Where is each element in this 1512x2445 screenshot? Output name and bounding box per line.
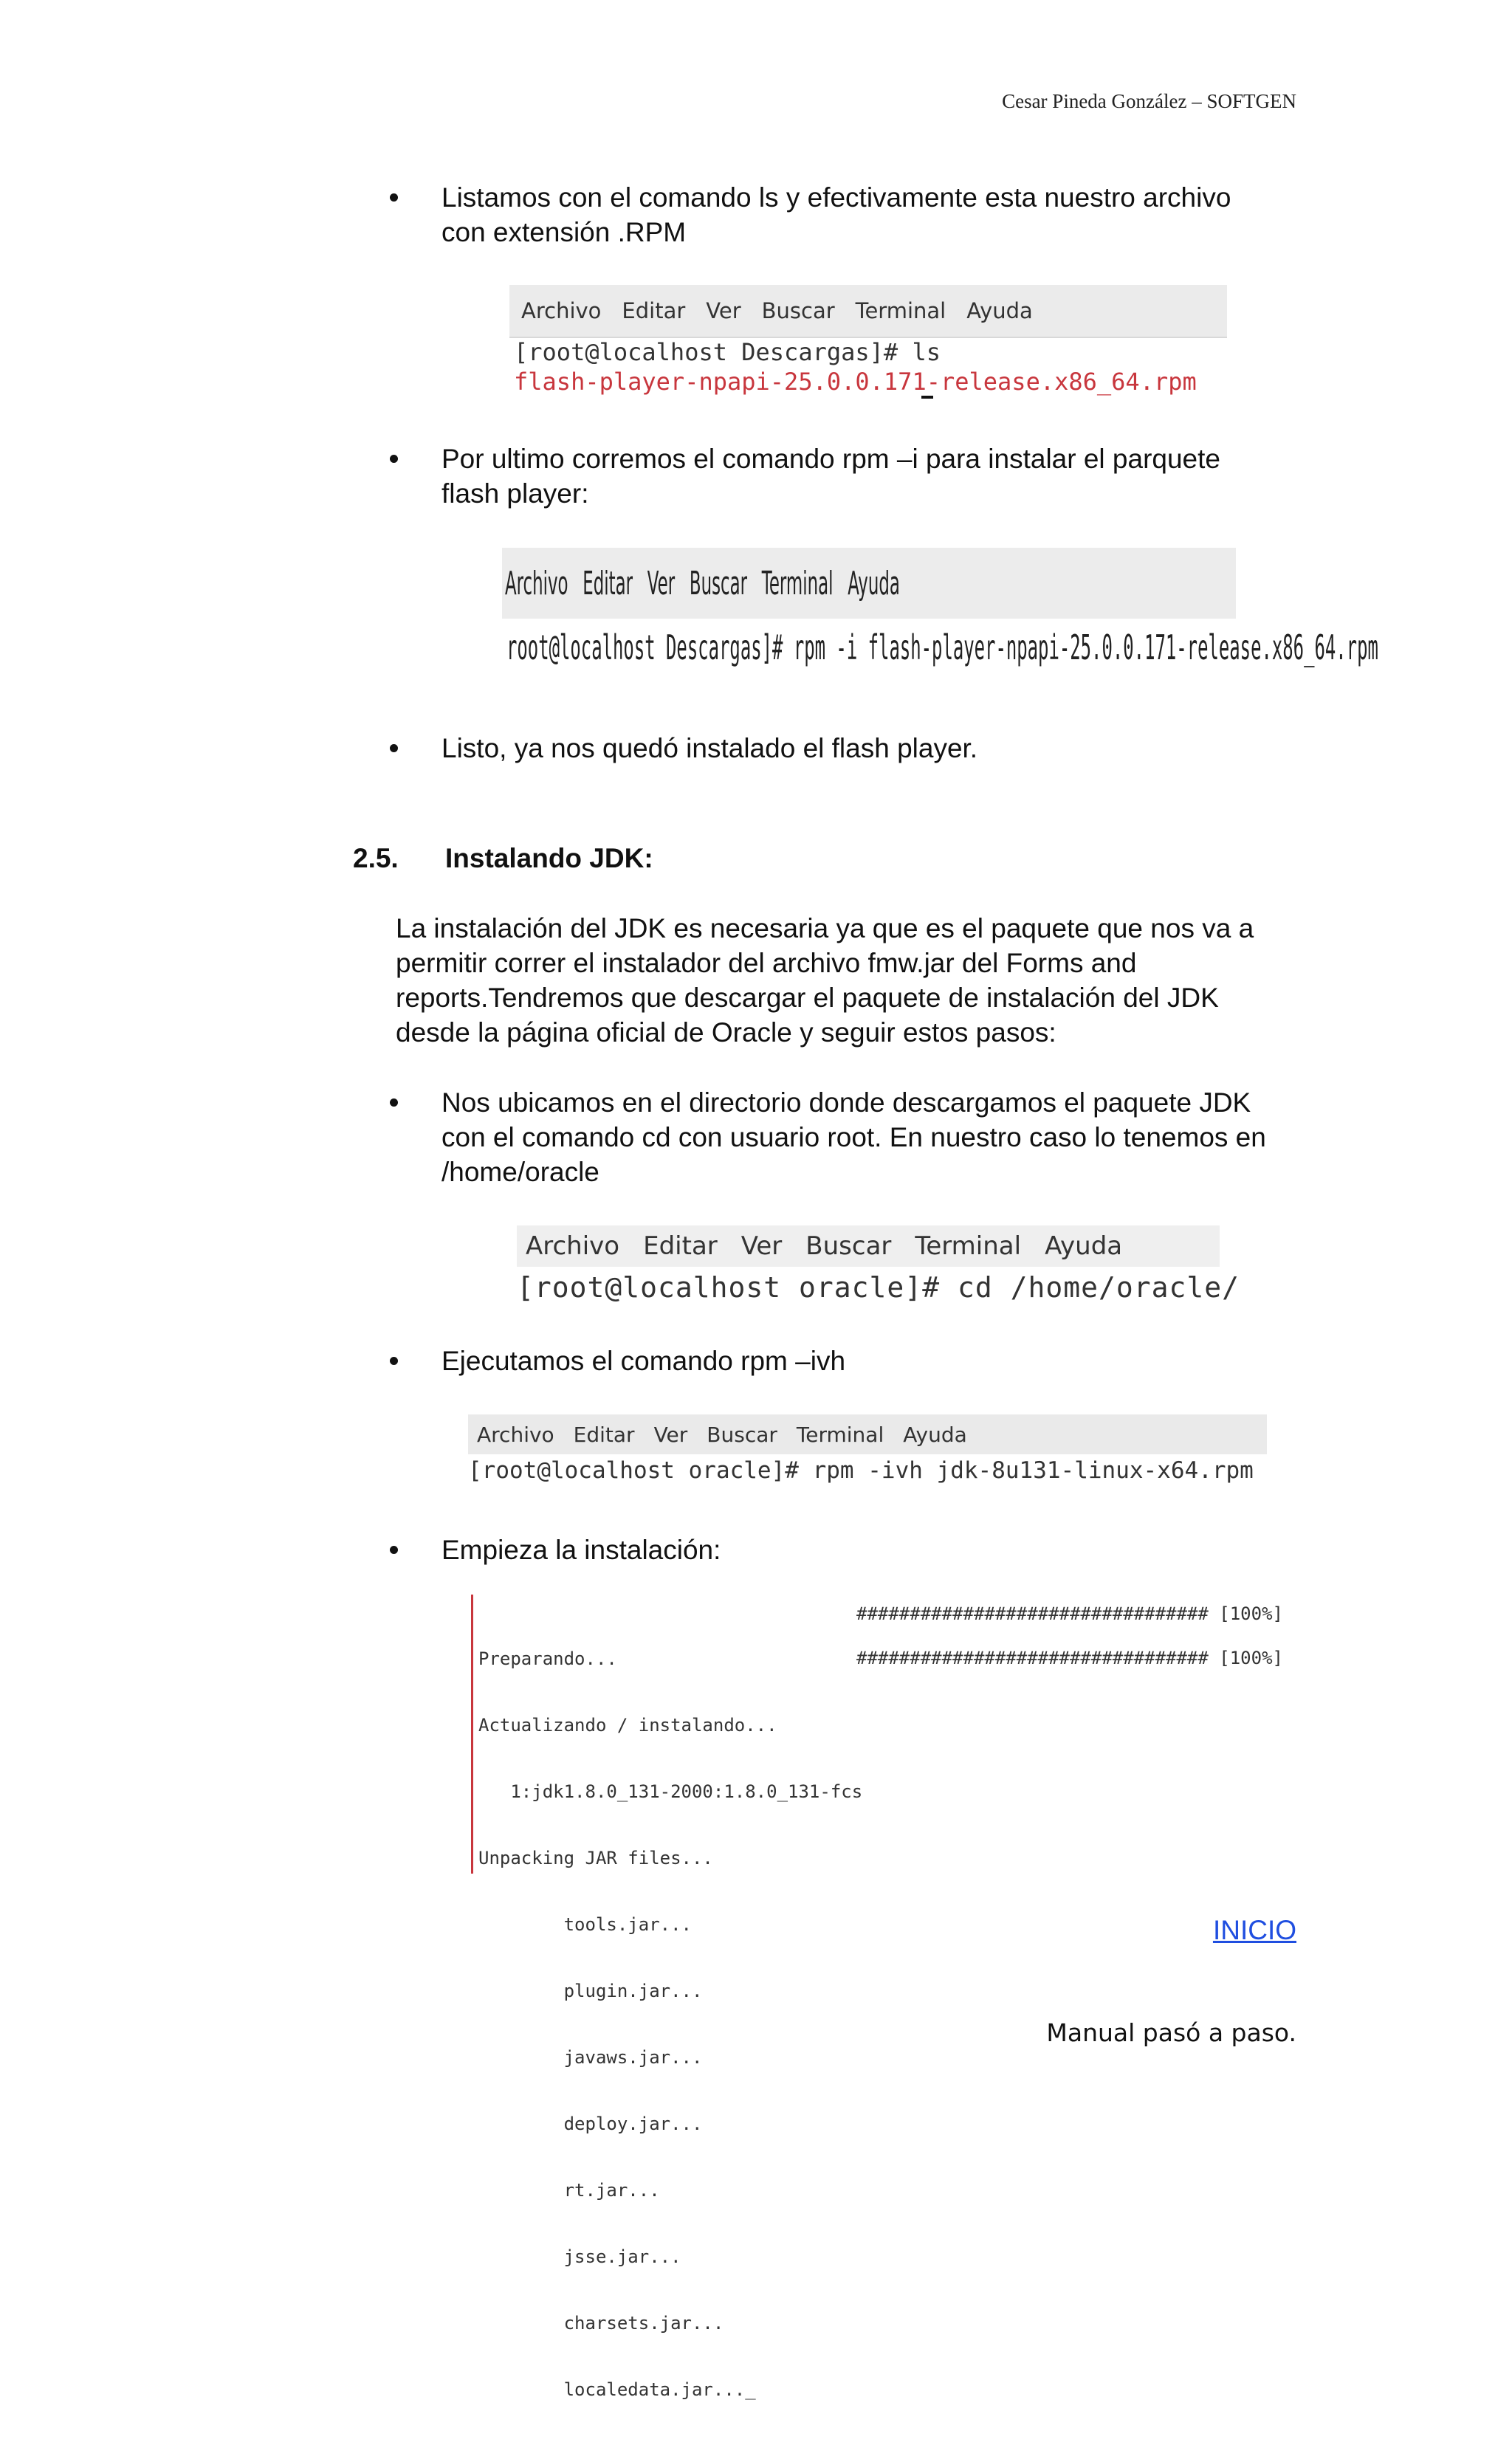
log-line: deploy.jar... <box>478 2114 703 2134</box>
bullet-text: Listamos con el comando ls y efectivamente esta nuestro archivo con extensión .RPM <box>441 182 1231 247</box>
menu-archivo[interactable]: Archivo <box>477 1422 554 1447</box>
menu-ayuda[interactable]: Ayuda <box>1045 1231 1123 1261</box>
menu-editar[interactable]: Editar <box>643 1231 718 1261</box>
section-title: Instalando JDK: <box>445 843 653 873</box>
menu-archivo[interactable]: Archivo <box>526 1231 620 1261</box>
menu-editar[interactable]: Editar <box>573 1422 635 1447</box>
bullet-dot <box>390 1546 398 1554</box>
log-line: Actualizando / instalando... <box>478 1715 777 1736</box>
terminal-command-line: [root@localhost Descargas]# ls <box>514 338 941 366</box>
terminal-menubar <box>509 285 1227 338</box>
menu-editar[interactable]: Editar <box>622 298 686 323</box>
bullet-text: Nos ubicamos en el directorio donde descargamos el paquete JDK con el comando cd con usuario root. En nuestro caso lo tenemos en /home/oracle <box>441 1087 1266 1187</box>
jdk-intro-paragraph: La instalación del JDK es necesaria ya que es el paquete que nos va a permitir correr el instalador del archivo fmw.jar del Forms and reports.Tendremos que descargar el paquete de instalación del JDK desde la página oficial de Oracle y seguir estos pasos: <box>396 913 1254 1048</box>
page-header: Cesar Pineda González – SOFTGEN <box>1002 90 1296 112</box>
bullet-text: Ejecutamos el comando rpm –ivh <box>441 1346 846 1376</box>
bullet-dot <box>390 1098 398 1107</box>
menu-ayuda[interactable]: Ayuda <box>903 1422 967 1447</box>
progress-hash-line: ################################# [100%] <box>856 1648 1283 1668</box>
terminal-cd-screenshot <box>517 1225 1240 1313</box>
log-line: rt.jar... <box>478 2180 660 2201</box>
terminal-command-line <box>506 627 1512 667</box>
menu-terminal[interactable]: Terminal <box>855 298 946 323</box>
terminal-rpm-ivh-screenshot <box>468 1414 1267 1485</box>
terminal-rpm-i-screenshot <box>502 548 1378 681</box>
log-line: Preparando... <box>478 1648 617 1669</box>
menu-buscar[interactable]: Buscar <box>707 1422 777 1447</box>
menu-ver[interactable]: Ver <box>740 1231 783 1261</box>
menu-ver[interactable]: Ver <box>653 1422 688 1447</box>
menu-ayuda[interactable]: Ayuda <box>966 298 1033 323</box>
terminal-command-line: [root@localhost oracle]# cd /home/oracle/ <box>517 1271 1240 1304</box>
bullet-dot <box>390 1357 398 1365</box>
terminal-command-line: [root@localhost oracle]# rpm -ivh jdk-8u131-linux-x64.rpm <box>468 1457 1254 1484</box>
log-line: charsets.jar... <box>478 2313 724 2334</box>
terminal-menu-text: Archivo Editar Ver Buscar Terminal Ayuda <box>505 564 900 602</box>
install-log-lines <box>478 1603 862 2445</box>
terminal-menubar <box>517 1225 1220 1267</box>
log-line: localedata.jar..._ <box>478 2379 756 2400</box>
terminal-menubar <box>468 1414 1267 1454</box>
progress-hash-line: ################################# [100%] <box>856 1603 1283 1624</box>
menu-archivo[interactable]: Archivo <box>521 298 602 323</box>
bullet-text: Por ultimo corremos el comando rpm –i para instalar el parquete flash player: <box>441 444 1220 509</box>
bullet-dot <box>390 744 398 752</box>
log-line: Unpacking JAR files... <box>478 1848 713 1868</box>
bullet-dot <box>390 455 398 463</box>
terminal-left-border <box>471 1595 473 1874</box>
inicio-link[interactable]: INICIO <box>1212 1915 1296 1945</box>
terminal-output-line <box>514 368 1197 396</box>
log-line: tools.jar... <box>478 1914 692 1935</box>
terminal-cursor <box>921 396 933 399</box>
log-line: 1:jdk1.8.0_131-2000:1.8.0_131-fcs <box>478 1781 863 1802</box>
log-line: jsse.jar... <box>478 2246 681 2267</box>
log-line: javaws.jar... <box>478 2047 703 2068</box>
section-number: 2.5. <box>353 843 399 873</box>
page-footer: Manual pasó a paso. <box>1046 2018 1296 2047</box>
menu-buscar[interactable]: Buscar <box>761 298 835 323</box>
rpm-install-command: root@localhost Descargas]# rpm -i flash-player-npapi-25.0.0.171-release.x86_64.rpm <box>506 627 1378 667</box>
menu-terminal[interactable]: Terminal <box>796 1422 884 1447</box>
bullet-text: Empieza la instalación: <box>441 1535 721 1565</box>
bullet-text: Listo, ya nos quedó instalado el flash player. <box>441 733 978 763</box>
terminal-ls-screenshot <box>509 285 1227 396</box>
rpm-file-name: flash-player-npapi-25.0.0.171-release.x86_64.rpm <box>514 368 1197 396</box>
bullet-dot <box>390 193 398 202</box>
menu-buscar[interactable]: Buscar <box>805 1231 892 1261</box>
menu-terminal[interactable]: Terminal <box>915 1231 1022 1261</box>
menu-ver[interactable]: Ver <box>706 298 741 323</box>
log-line: plugin.jar... <box>478 1981 703 2001</box>
terminal-menubar <box>502 548 1236 619</box>
